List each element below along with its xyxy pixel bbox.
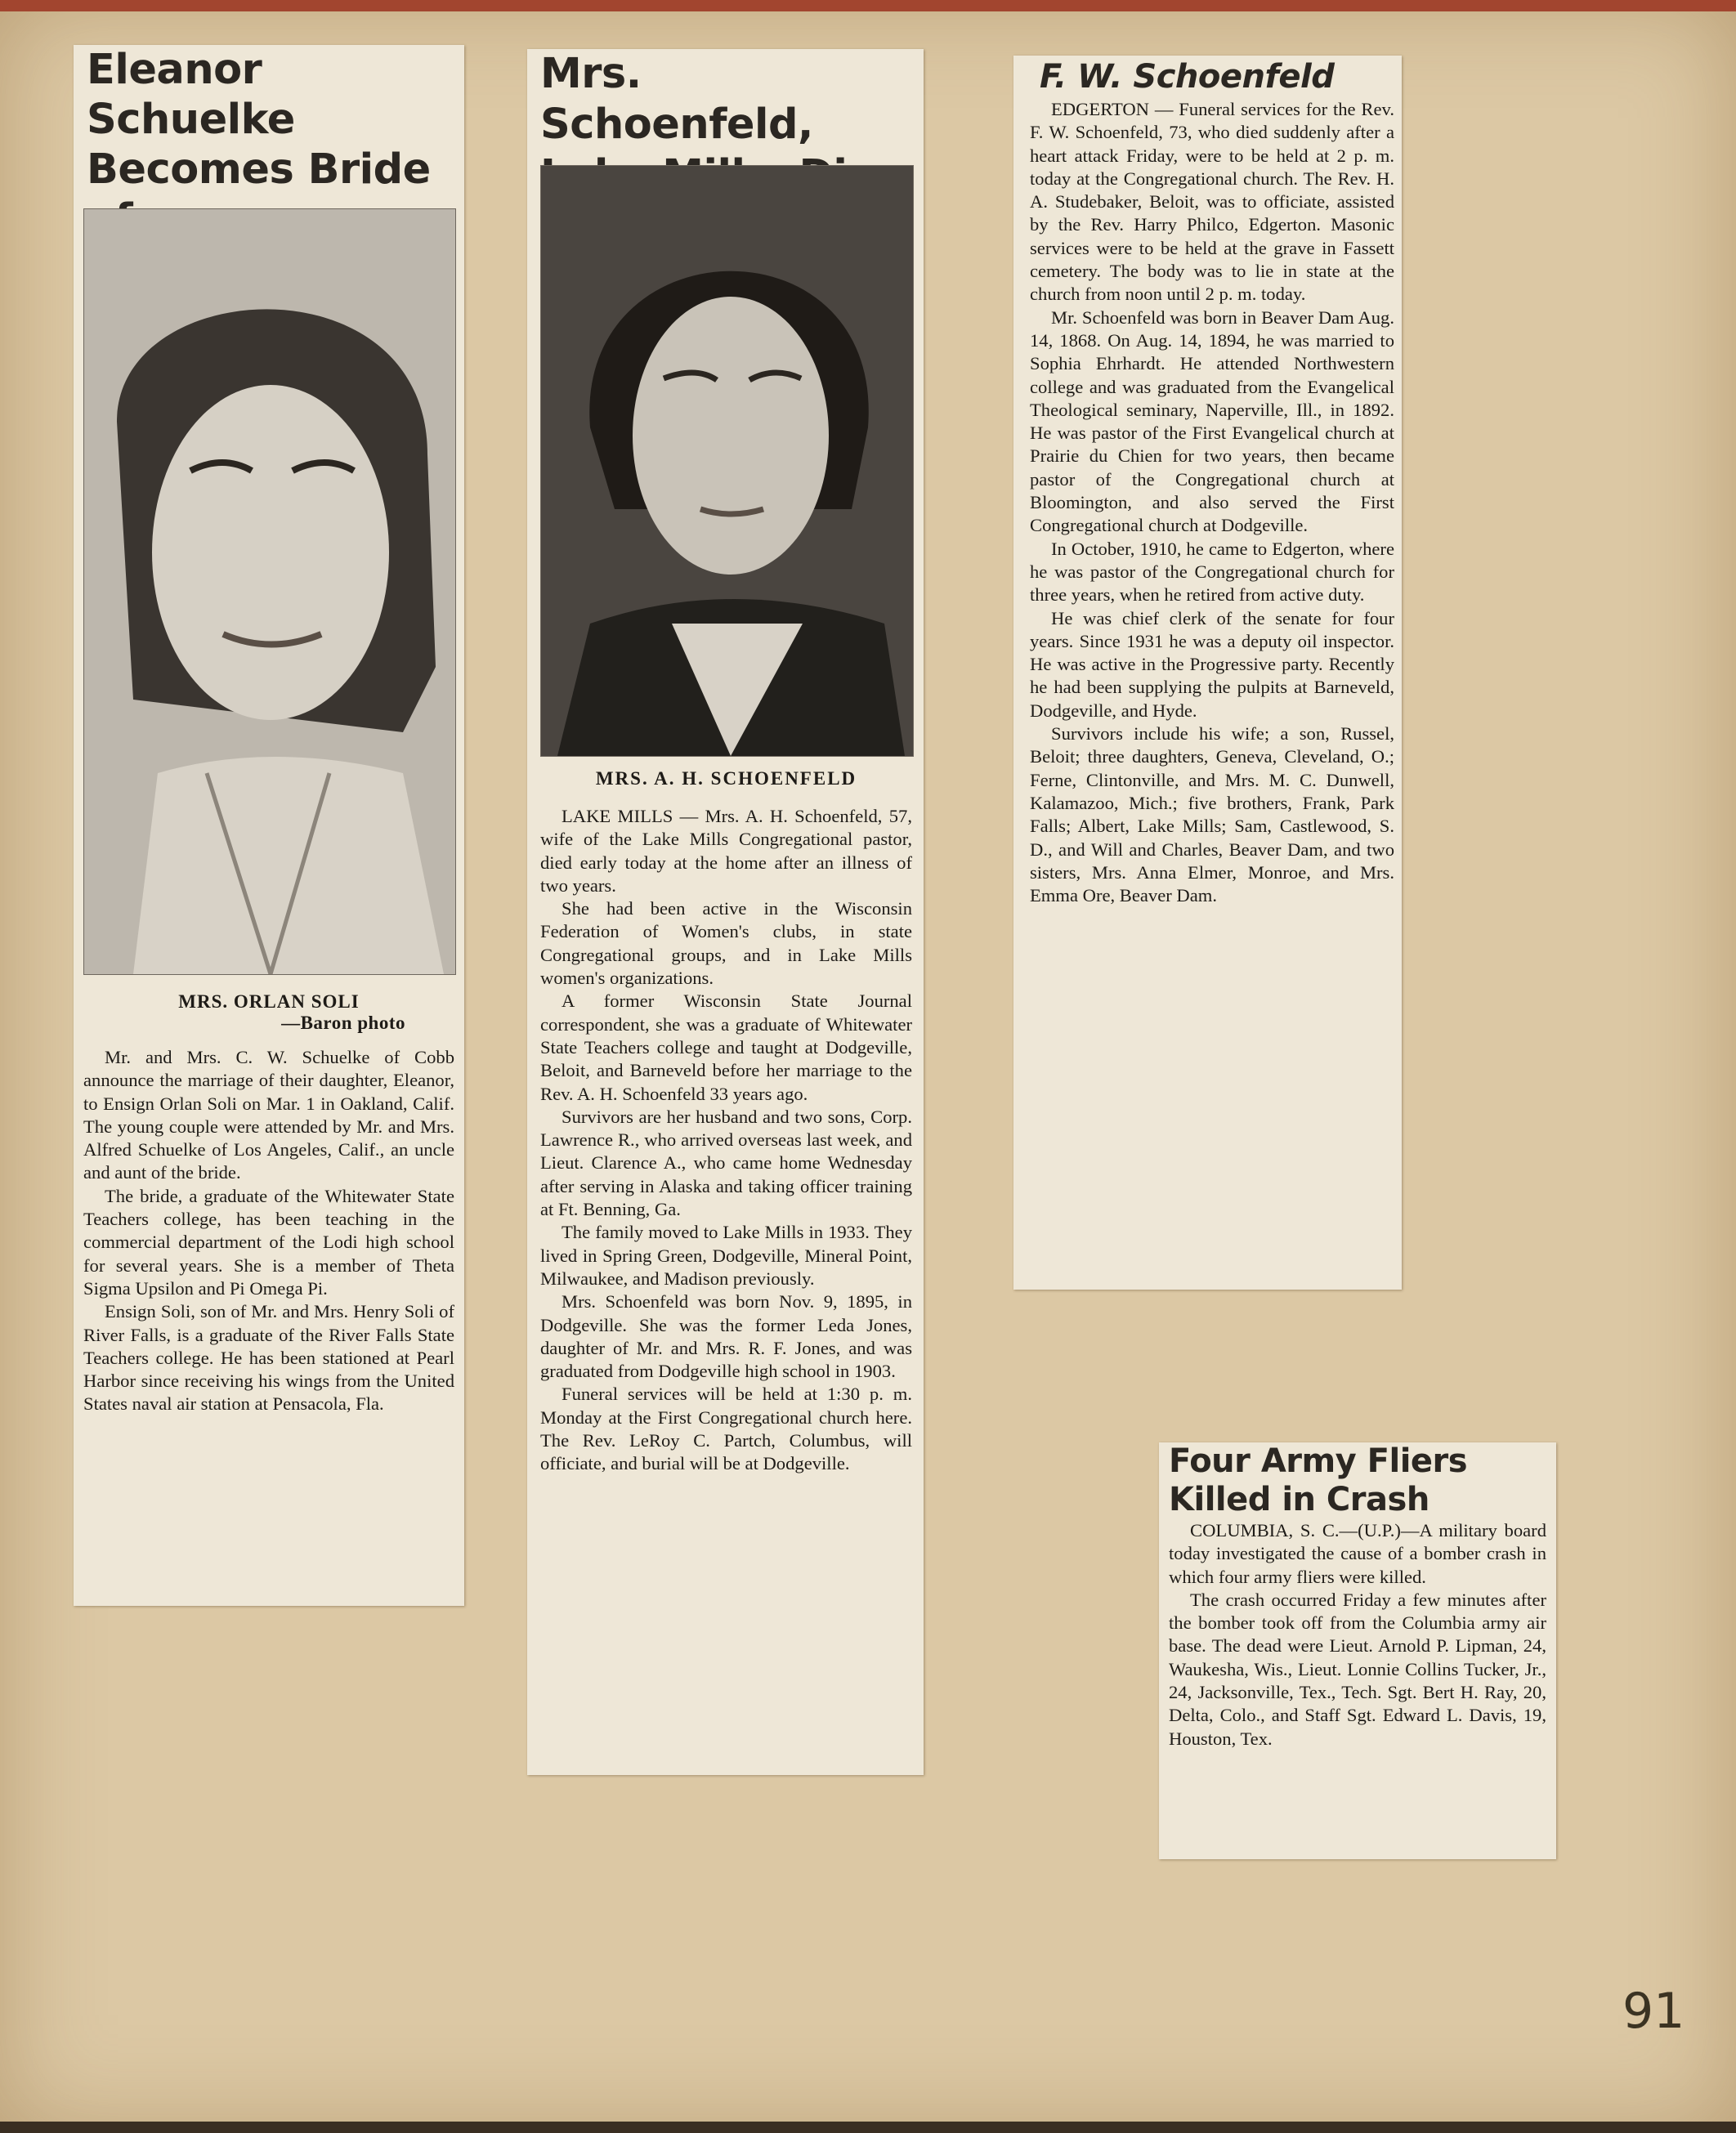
paragraph: Mrs. Schoenfeld was born Nov. 9, 1895, in Dodgeville. She was the former Leda Jones, daughter of Mr. and Mrs. R. F. Jones, and was graduated from Dodgeville high school in 1903. xyxy=(540,1291,912,1382)
clipping-schoenfeld-obituary xyxy=(527,49,924,1775)
paragraph: COLUMBIA, S. C.—(U.P.)—A military board today investigated the cause of a bomber crash in which four army fliers were killed. xyxy=(1169,1520,1546,1587)
article-body-army-fliers xyxy=(1169,1519,1546,1751)
paragraph: The family moved to Lake Mills in 1933. They lived in Spring Green, Dodgeville, Mineral Point, Milwaukee, and Madison previously. xyxy=(540,1222,912,1289)
paragraph: Ensign Soli, son of Mr. and Mrs. Henry Soli of River Falls, is a graduate of the River Falls State Teachers college. He has been stationed at Pearl Harbor since receiving his wings from the United States naval air station at Pensacola, Fla. xyxy=(83,1301,454,1415)
headline-line: Eleanor Schuelke xyxy=(87,46,295,144)
headline-line: Becomes Bride xyxy=(87,145,431,194)
paragraph: The bride, a graduate of the Whitewater State Teachers college, has been teaching in the commercial department of the Lodi high school for several years. She is a member of Theta Sigma Upsilon and Pi Omega Pi. xyxy=(83,1185,454,1299)
portrait-schoenfeld-image xyxy=(541,166,913,756)
top-fabric-edge xyxy=(0,0,1736,11)
article-body-mrs-schoenfeld xyxy=(540,805,912,1476)
headline-line: Four Army Fliers xyxy=(1169,1442,1468,1480)
clipping-army-fliers xyxy=(1159,1442,1556,1859)
headline-army-fliers xyxy=(1169,1442,1553,1519)
paragraph: Mr. Schoenfeld was born in Beaver Dam Aug. 14, 1868. On Aug. 14, 1894, he was married to Sophia Ehrhardt. He attended Northwestern college and was graduated from the Evangelical Theological seminary, Naperville, Ill., in 1892. He was pastor of the First Evangelical church at Prairie du Chien for two years, then became pastor of the Congregational church at Bloomington, and also served the First Congregational church at Dodgeville. xyxy=(1030,306,1394,536)
paragraph: Funeral services will be held at 1:30 p. m. Monday at the First Congregational church here. The Rev. LeRoy C. Partch, Columbus, will officiate, and burial will be at Dodgeville. xyxy=(540,1384,912,1474)
paragraph: Mr. and Mrs. C. W. Schuelke of Cobb announce the marriage of their daughter, Eleanor, to Ensign Orlan Soli on Mar. 1 in Oakland, Calif. The young couple were attended by Mr. and Mrs. Alfred Schuelke of Los Angeles, Calif., an uncle and aunt of the bride. xyxy=(83,1047,454,1183)
portrait-bride-image xyxy=(84,209,455,974)
paragraph: She had been active in the Wisconsin Federation of Women's clubs, in state Congregational groups, and in Lake Mills women's organizations. xyxy=(540,898,912,989)
headline-line: Killed in Crash xyxy=(1169,1481,1430,1518)
photo-caption-schoenfeld: MRS. A. H. SCHOENFELD xyxy=(595,768,857,789)
portrait-photo-schoenfeld xyxy=(540,165,914,757)
page-number: 91 xyxy=(1622,1983,1685,2040)
paragraph: Survivors include his wife; a son, Russel, Beloit; three daughters, Geneva, Cleveland, O.; Ferne, Clintonville, and Mrs. M. C. Dunwell, Kalamazoo, Mich.; five brothers, Frank, Park Falls; Albert, Lake Mills; Sam, Castlewood, S. D., and Will and Charles, Beaver Dam, and two sisters, Mrs. Anna Elmer, Monroe, and Mrs. Emma Ore, Beaver Dam. xyxy=(1030,723,1394,906)
bottom-edge xyxy=(0,2122,1736,2133)
photo-caption-soli xyxy=(83,991,454,1034)
paragraph: EDGERTON — Funeral services for the Rev. F. W. Schoenfeld, 73, who died suddenly after a heart attack Friday, were to be held at 2 p. m. today at the Congregational church. The Rev. H. A. Studebaker, Beloit, was to officiate, assisted by the Rev. Harry Philco, Edgerton. Masonic services were to be held at the grave in Fassett cemetery. The body was to lie in state at the church from noon until 2 p. m. today. xyxy=(1030,99,1394,305)
paragraph: He was chief clerk of the senate for four years. Since 1931 he was a deputy oil inspector. He was active in the Progressive party. Recently he had been supplying the pulpits at Barneveld, Dodgeville, and Hyde. xyxy=(1030,607,1394,721)
portrait-photo-bride xyxy=(83,208,456,975)
caption-name: MRS. ORLAN SOLI xyxy=(178,991,360,1012)
clipping-schuelke-wedding xyxy=(74,45,464,1606)
headline-fw-schoenfeld: F. W. Schoenfeld xyxy=(1040,58,1335,96)
paragraph: A former Wisconsin State Journal correspondent, she was a graduate of Whitewater State Teachers college and taught at Dodgeville, Beloit, and Barneveld before her marriage to the Rev. A. H. Schoenfeld 33 years ago. xyxy=(540,990,912,1104)
headline-line: Mrs. Schoenfeld, xyxy=(540,50,813,149)
article-body-fw-schoenfeld xyxy=(1030,98,1394,907)
paragraph: The crash occurred Friday a few minutes after the bomber took off from the Columbia army air base. The dead were Lieut. Arnold P. Lipman, 24, Waukesha, Wis., Lieut. Lonnie Collins Tucker, Jr., 24, Jacksonville, Tex., Tech. Sgt. Bert H. Ray, 20, Delta, Colo., and Staff Sgt. Edward L. Davis, 19, Houston, Tex. xyxy=(1169,1589,1546,1749)
article-body-schuelke xyxy=(83,1046,454,1416)
clipping-fw-schoenfeld-obituary xyxy=(1013,56,1402,1290)
paragraph: LAKE MILLS — Mrs. A. H. Schoenfeld, 57, wife of the Lake Mills Congregational pastor, died early today at the home after an illness of two years. xyxy=(540,806,912,896)
paragraph: In October, 1910, he came to Edgerton, where he was pastor of the Congregational church for three years, when he retired from active duty. xyxy=(1030,538,1394,606)
paragraph: Survivors are her husband and two sons, Corp. Lawrence R., who arrived overseas last week, and Lieut. Clarence A., who came home Wednesday after serving in Alaska and taking officer training at Ft. Benning, Ga. xyxy=(540,1106,912,1220)
photo-credit: —Baron photo xyxy=(281,1013,405,1033)
